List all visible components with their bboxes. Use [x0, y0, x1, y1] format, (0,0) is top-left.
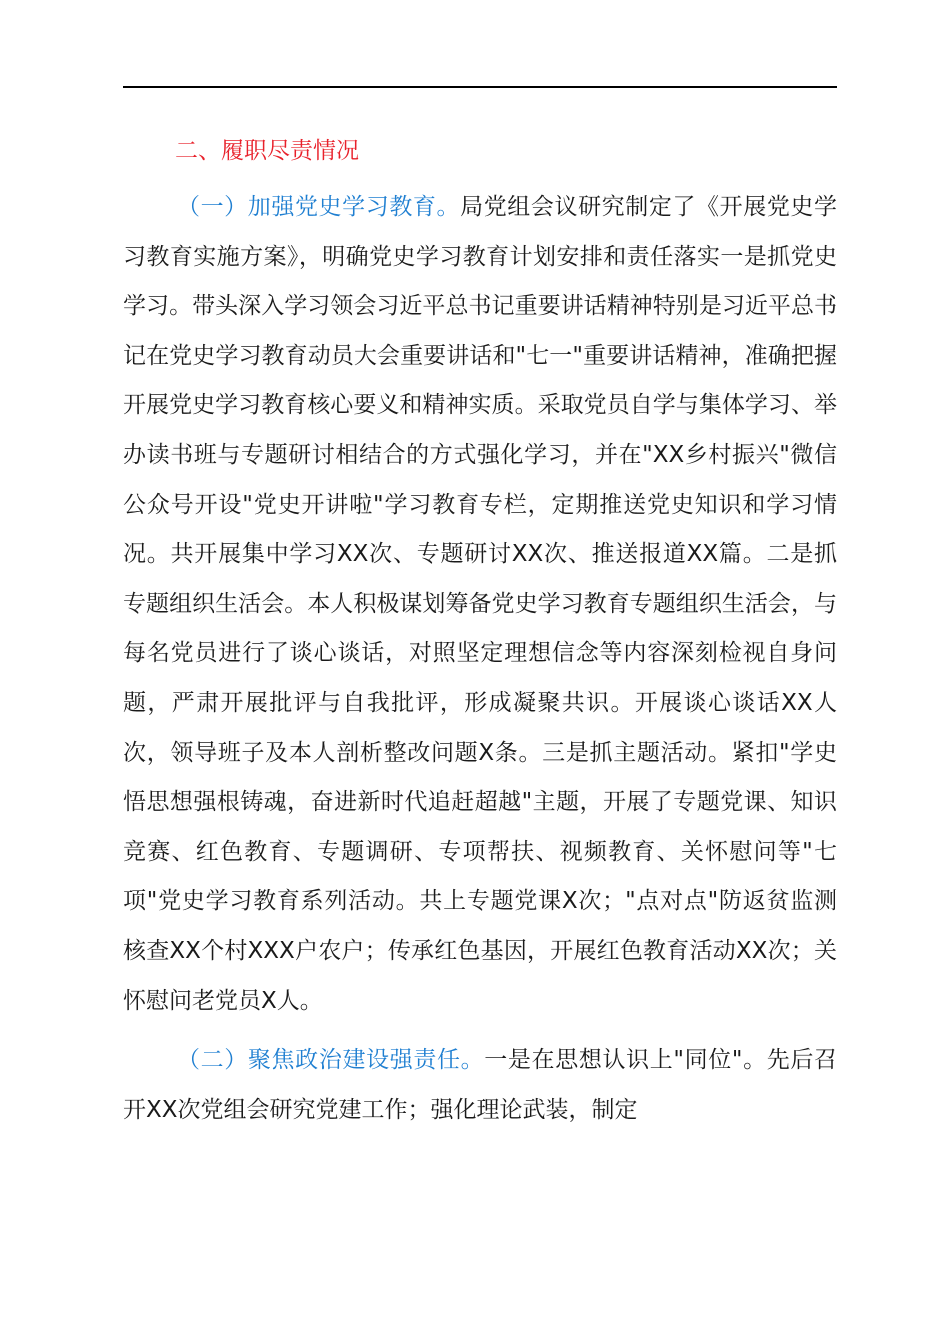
- paragraph-political-building: [123, 1036, 837, 1135]
- header-rule: [123, 86, 837, 88]
- paragraph-lead: （二）聚焦政治建设强责任。: [177, 1047, 485, 1074]
- section-heading: 二、履职尽责情况: [175, 138, 359, 164]
- paragraph-party-history: [123, 183, 837, 1026]
- document-body: [123, 128, 837, 1135]
- paragraph-text: 一是在思想认识上"同位"。先后召开XX次党组会研究党建工作；强化理论武装，制定: [123, 1047, 837, 1123]
- paragraph-lead: （一）加强党史学习教育。: [177, 194, 461, 220]
- paragraph-text: 局党组会议研究制定了《开展党史学习教育实施方案》，明确党史学习教育计划安排和责任落实一是抓党史学习。带头深入学习领会习近平总书记重要讲话精神特别是习近平总书记在党史学习教育动员大会重要讲话和"七一"重要讲话精神，准确把握开展党史学习教育核心要义和精神实质。采取党员自学与集体学习、举办读书班与专题研讨相结合的方式强化学习，并在"XX乡村振兴"微信公众号开设"党史开讲啦"学习教育专栏，定期推送党史知识和学习情况。共开展集中学习XX次、专题研讨XX次、推送报道XX篇。二是抓专题组织生活会。本人积极谋划筹备党史学习教育专题组织生活会，与每名党员进行了谈心谈话，对照坚定理想信念等内容深刻检视自身问题，严肃开展批评与自我批评，形成凝聚共识。开展谈心谈话XX人次，领导班子及本人剖析整改问题X条。三是抓主题活动。紧扣"学史悟思想强根铸魂，奋进新时代追赶超越"主题，开展了专题党课、知识竞赛、红色教育、专题调研、专项帮扶、视频教育、关怀慰问等"七项"党史学习教育系列活动。共上专题党课X次；"点对点"防返贫监测核查XX个村XXX户农户；传承红色基因，开展红色教育活动XX次；关怀慰问老党员X人。: [123, 194, 838, 1014]
